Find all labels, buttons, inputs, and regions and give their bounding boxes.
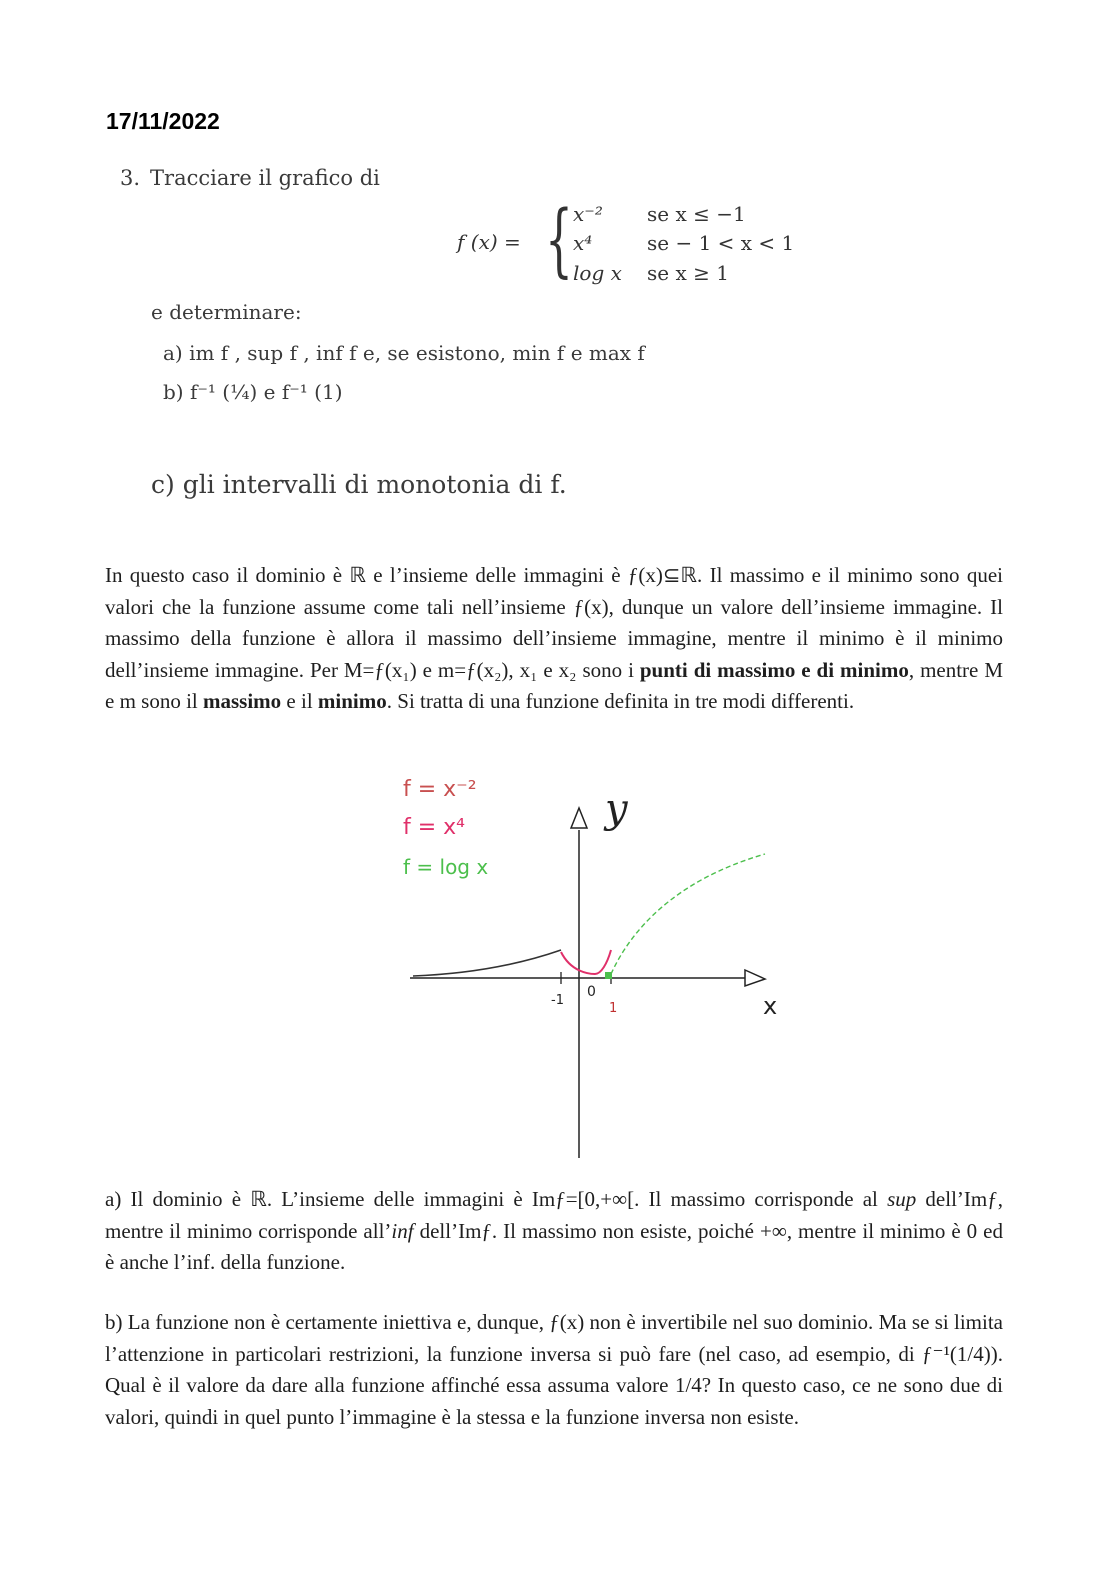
determine-label: e determinare: [151, 300, 302, 324]
y-axis-arrow [571, 808, 587, 828]
intro-text-1: In questo caso il dominio è ℝ e l’insieme delle immagini è ƒ(x)⊆ℝ. Il massimo e il minimo sono quei valori che la funzione assume come tali nell’insieme ƒ(x), dunque un valore dell’insieme immagine. Il massimo della funzione è allora il massimo dell’insieme immagine, mentre il minimo è il minimo dell’insieme immagine. Per M=ƒ(x₁) e m=ƒ(x₂), x₁ e x₂ sono i [105, 563, 1003, 682]
function-brace: { [545, 193, 573, 286]
case-expr-3: log x [573, 261, 622, 285]
intro-bold-1: punti di massimo e di minimo [639, 657, 909, 682]
question-b: b) f⁻¹ (¼) e f⁻¹ (1) [163, 380, 343, 404]
case-expr-2: x⁴ [573, 231, 593, 255]
function-lhs: f (x) = [457, 230, 521, 254]
curve-x-4 [561, 950, 611, 974]
exercise-title [120, 166, 380, 190]
curve-x-minus-2 [413, 950, 561, 976]
question-c: c) gli intervalli di monotonia di f. [151, 470, 567, 499]
answer-a-text-2: dell’Imƒ, mentre il minimo corrisponde all’ [105, 1187, 1003, 1243]
origin-label: 0 [587, 984, 596, 1000]
intro-text-2: , mentre M e m sono il [105, 657, 1003, 713]
intro-paragraph [105, 560, 1003, 718]
x-axis-label: x [763, 992, 778, 1020]
intro-text-3: e il [281, 689, 318, 713]
answer-b-paragraph: b) La funzione non è certamente iniettiva e, dunque, ƒ(x) non è invertibile nel suo dominio. Ma se si limita l’attenzione in particolari restrizioni, la funzione inversa si può fare (nel caso, ad esempio, di ƒ⁻¹(1/4)). Qual è il valore da dare alla funzione affinché essa assuma valore 1/4? In questo caso, ce ne sono due di valori, quindi in quel punto l’immagine è la stessa e la funzione inversa non esiste. [105, 1310, 1003, 1429]
function-sketch [395, 760, 815, 1165]
tick-label-minus-1: -1 [551, 993, 564, 1008]
y-axis-label: y [605, 786, 628, 832]
answer-a-text-3: dell’Imƒ. Il massimo non esiste, poiché +∞, mentre il minimo è 0 ed è anche l’inf. della funzione. [105, 1218, 1003, 1274]
answer-a-paragraph [105, 1184, 1003, 1279]
tick-label-plus-1: 1 [609, 1001, 618, 1016]
case-expr-1: x⁻² [573, 202, 603, 226]
case-cond-2: se − 1 < x < 1 [647, 231, 795, 255]
x-axis-arrow [745, 970, 765, 986]
intro-bold-2: massimo [203, 689, 282, 713]
intro-bold-3: minimo [317, 689, 387, 713]
intro-text-4: . Si tratta di una funzione definita in tre modi differenti. [386, 689, 855, 713]
date-heading: 17/11/2022 [106, 108, 220, 134]
exercise-number: 3. [120, 166, 141, 190]
exercise-title-text: Tracciare il grafico di [150, 166, 380, 190]
case-cond-1: se x ≤ −1 [647, 202, 746, 226]
legend-x-minus-2: f = x⁻² [403, 777, 477, 802]
answer-a-inf: inf [391, 1218, 414, 1243]
legend-log-x: f = log x [403, 855, 489, 879]
legend-x-4: f = x⁴ [403, 815, 466, 840]
case-cond-3: se x ≥ 1 [647, 261, 729, 285]
answer-a-sup: sup [887, 1187, 917, 1211]
answer-a-text-1: a) Il dominio è ℝ. L’insieme delle immagini è Imƒ=[0,+∞[. Il massimo corrisponde al [105, 1187, 888, 1211]
curve-log-x [611, 854, 765, 974]
question-a: a) im f , sup f , inf f e, se esistono, min f e max f [163, 341, 645, 365]
point-1-0 [605, 972, 612, 979]
